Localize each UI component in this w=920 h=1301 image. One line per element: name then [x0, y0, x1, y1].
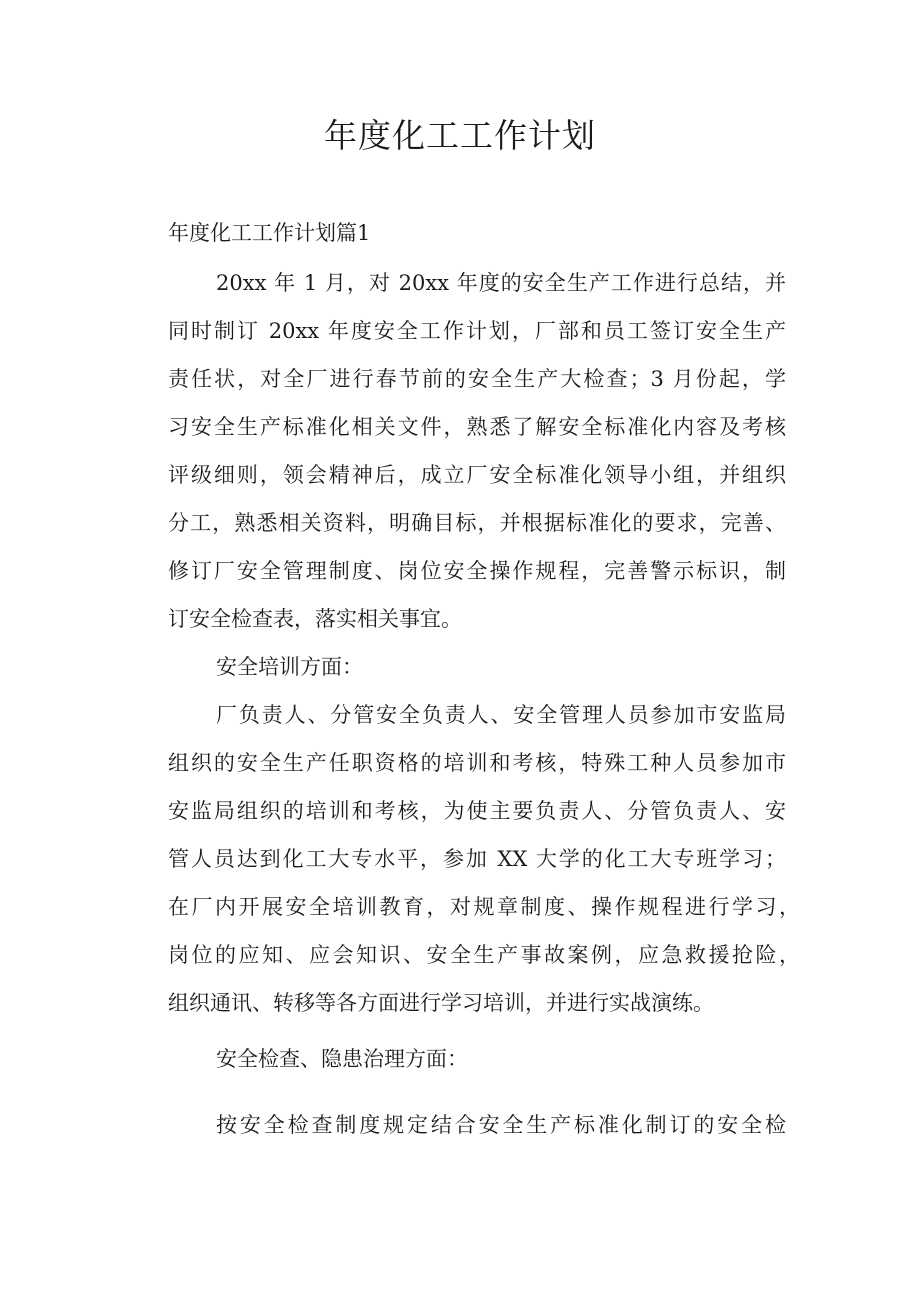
paragraph-line: 管人员达到化工大专水平，参加 XX 大学的化工大专班学习； — [168, 847, 786, 871]
paragraph-line: 习安全生产标准化相关文件，熟悉了解安全标准化内容及考核 — [168, 415, 786, 439]
paragraph-line: 同时制订 20xx 年度安全工作计划，厂部和员工签订安全生产 — [168, 319, 786, 343]
paragraph-line: 厂负责人、分管安全负责人、安全管理人员参加市安监局 — [216, 703, 786, 727]
paragraph-line: 评级细则，领会精神后，成立厂安全标准化领导小组，并组织 — [168, 463, 786, 487]
paragraph-line: 岗位的应知、应会知识、安全生产事故案例，应急救援抢险， — [168, 943, 800, 967]
paragraph-line: 按安全检查制度规定结合安全生产标准化制订的安全检 — [216, 1113, 786, 1137]
paragraph-line: 组织通讯、转移等各方面进行学习培训，并进行实战演练。 — [168, 991, 714, 1015]
paragraph-line: 20xx 年 1 月，对 20xx 年度的安全生产工作进行总结，并 — [216, 271, 786, 295]
section-subheading: 年度化工工作计划篇1 — [168, 221, 371, 245]
paragraph-line: 安监局组织的培训和考核，为使主要负责人、分管负责人、安 — [168, 799, 786, 823]
paragraph-line: 责任状，对全厂进行春节前的安全生产大检查；3 月份起，学 — [168, 367, 786, 391]
paragraph-line: 在厂内开展安全培训教育，对规章制度、操作规程进行学习， — [168, 895, 800, 919]
section-heading: 安全检查、隐患治理方面： — [216, 1047, 468, 1071]
paragraph-line: 订安全检查表，落实相关事宜。 — [168, 607, 462, 631]
document-title: 年度化工工作计划 — [324, 116, 596, 155]
paragraph-line: 分工，熟悉相关资料，明确目标，并根据标准化的要求，完善、 — [168, 511, 786, 535]
paragraph-line: 修订厂安全管理制度、岗位安全操作规程，完善警示标识，制 — [168, 559, 786, 583]
section-heading: 安全培训方面： — [216, 655, 363, 679]
paragraph-line: 组织的安全生产任职资格的培训和考核，特殊工种人员参加市 — [168, 751, 786, 775]
